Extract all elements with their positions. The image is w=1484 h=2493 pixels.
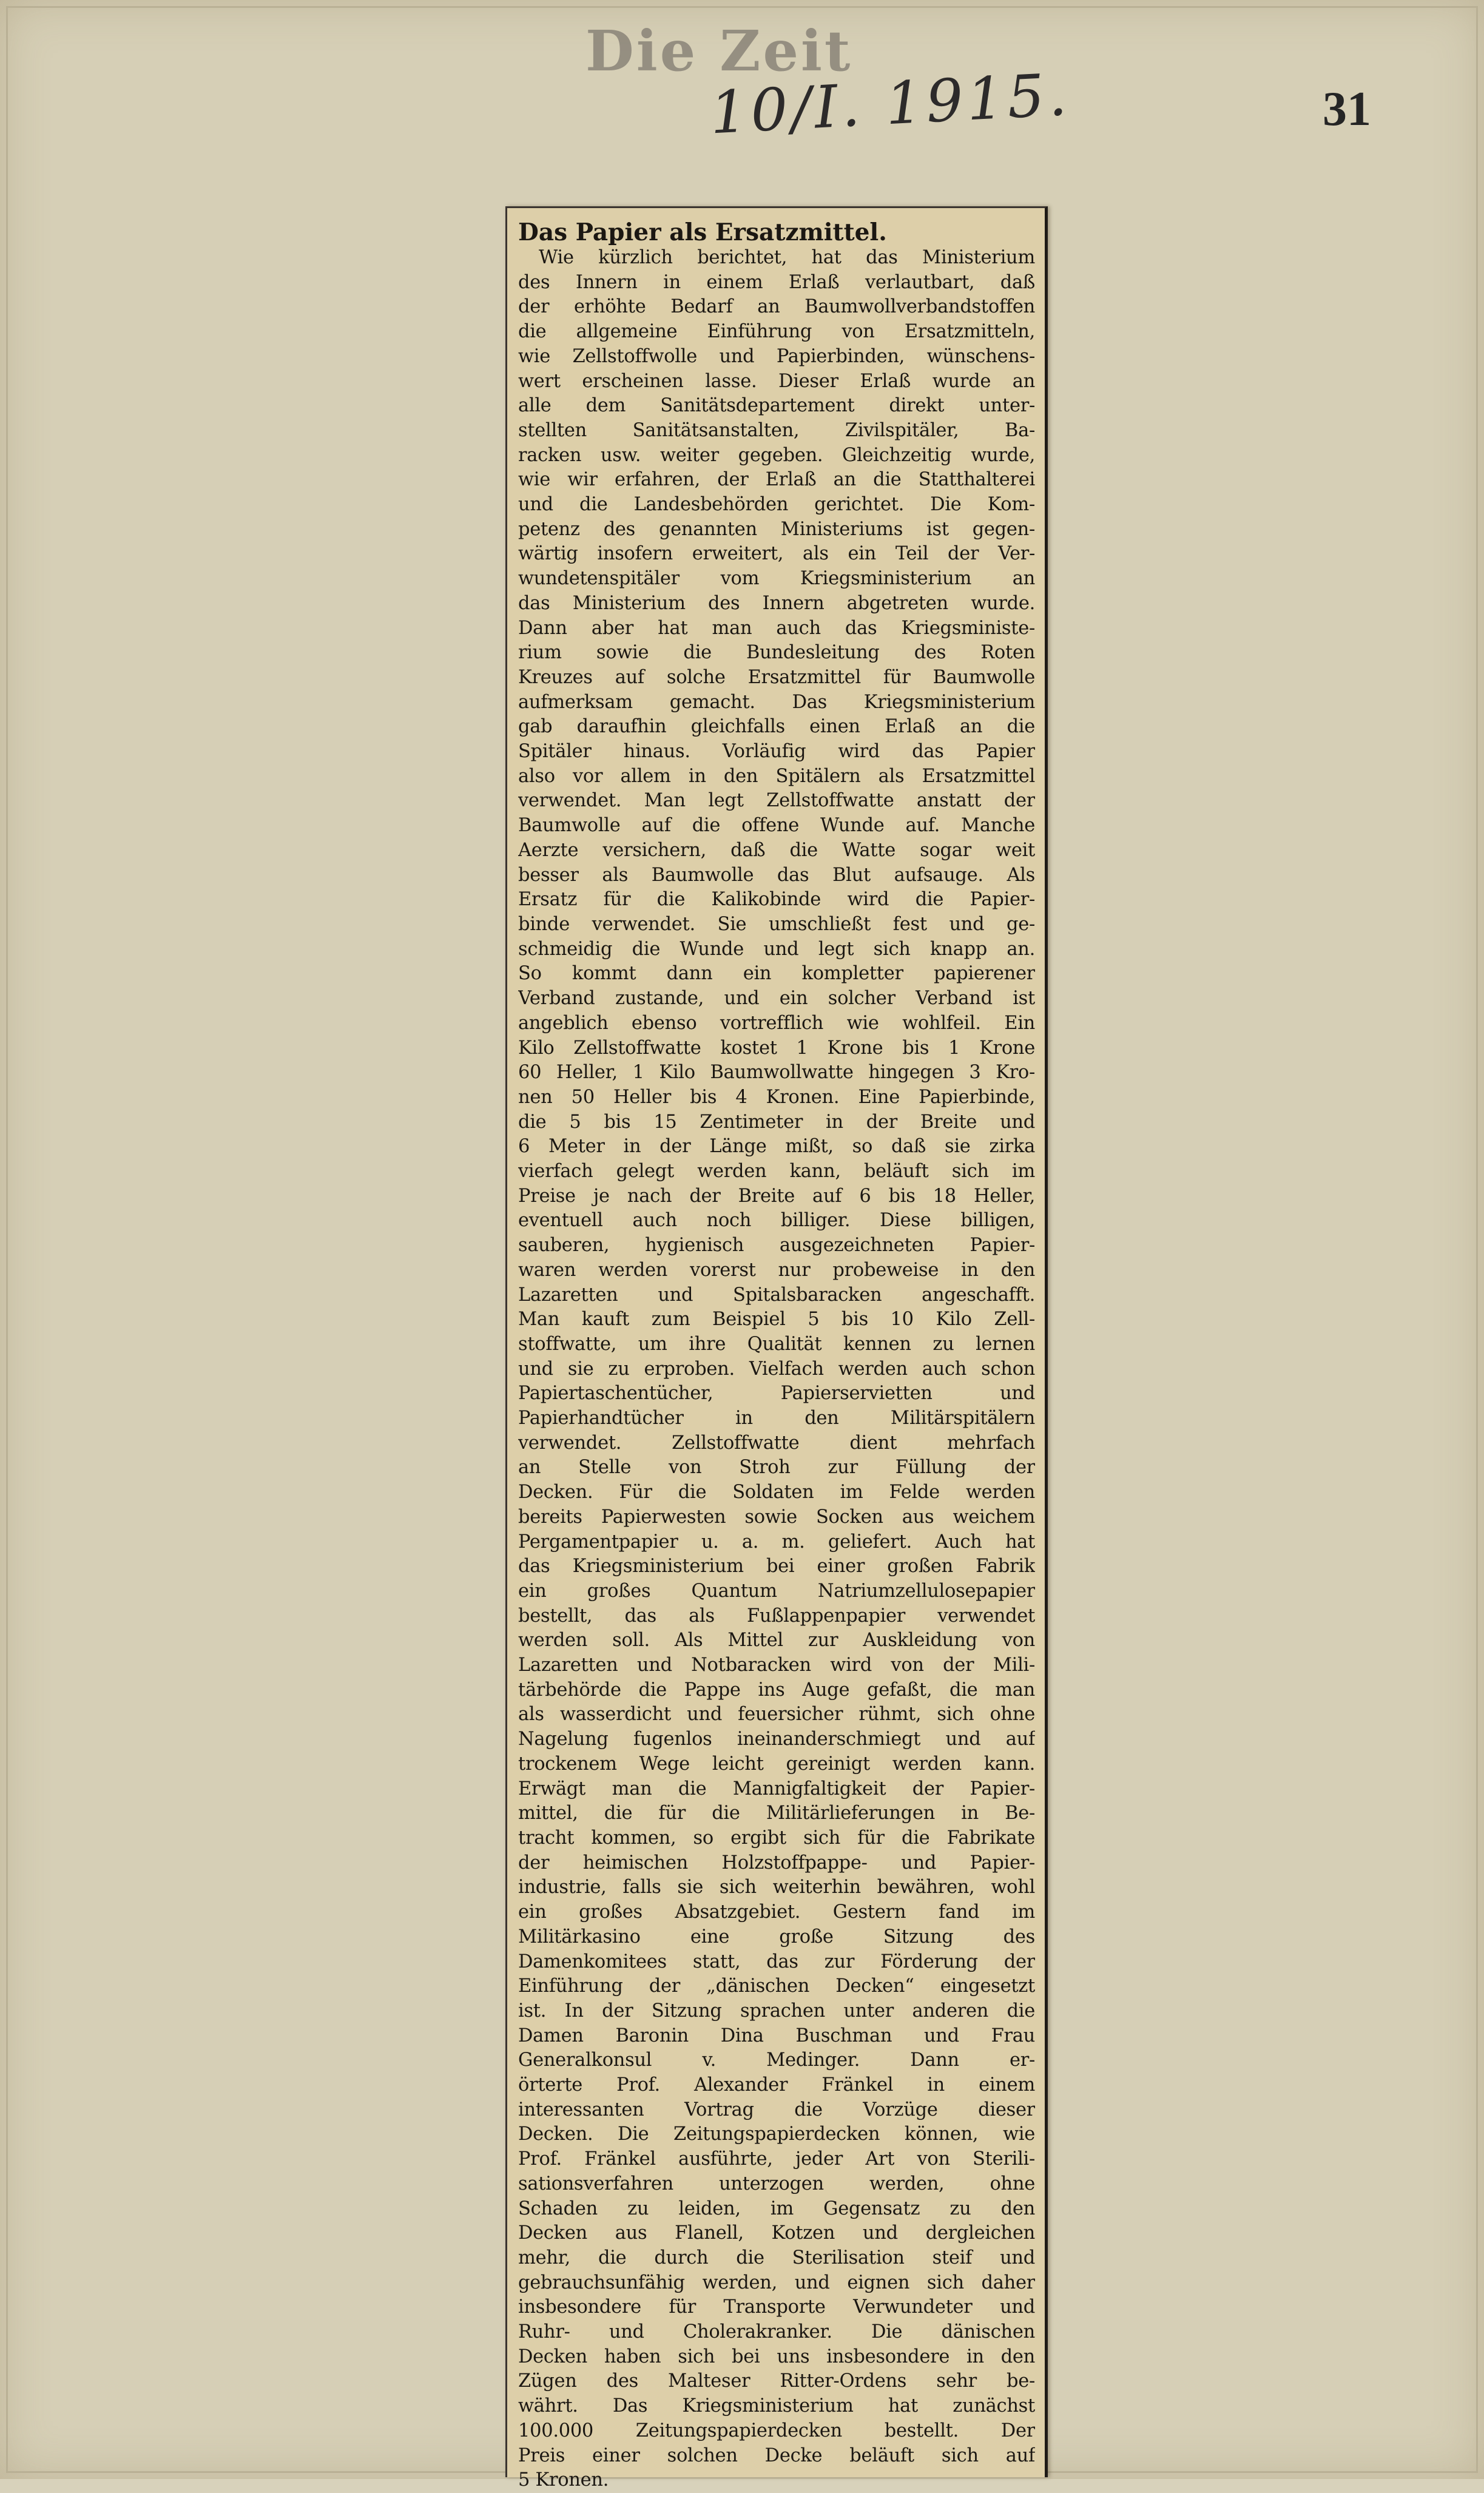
article-line: Decken. Für die Soldaten im Felde werden bbox=[518, 1482, 1035, 1503]
handwritten-date: 10/I. 1915. bbox=[708, 60, 1072, 147]
article-line: das Ministerium des Innern abgetreten wurde. bbox=[518, 592, 1035, 614]
article-line: alle dem Sanitätsdepartement direkt unter- bbox=[518, 395, 1035, 417]
article-line: gebrauchsunfähig werden, und eignen sich daher bbox=[518, 2272, 1035, 2293]
article-line: ein großes Absatzgebiet. Gestern fand im bbox=[518, 1901, 1035, 1923]
article-line: die allgemeine Einführung von Ersatzmitteln, bbox=[518, 321, 1035, 343]
article-title: Das Papier als Ersatzmittel. bbox=[518, 218, 887, 246]
article-line: wundetenspitäler vom Kriegsministerium an bbox=[518, 568, 1035, 590]
article-line: Damen Baronin Dina Buschman und Frau bbox=[518, 2025, 1035, 2046]
article-line: tärbehörde die Pappe ins Auge gefaßt, die man bbox=[518, 1679, 1035, 1701]
article-line: Decken haben sich bei uns insbesondere in den bbox=[518, 2346, 1035, 2367]
article-line: Prof. Fränkel ausführte, jeder Art von Sterili- bbox=[518, 2148, 1035, 2170]
article-line: rium sowie die Bundesleitung des Roten bbox=[518, 642, 1035, 664]
article-line: Decken. Die Zeitungspapierdecken können, wie bbox=[518, 2124, 1035, 2145]
article-line: So kommt dann ein kompletter papierener bbox=[518, 963, 1035, 985]
article-body bbox=[518, 219, 1035, 2493]
article-line: industrie, falls sie sich weiterhin bewähren, wohl bbox=[518, 1877, 1035, 1898]
article-line: Dann aber hat man auch das Kriegsministe- bbox=[518, 617, 1035, 639]
article-line: Zügen des Malteser Ritter-Ordens sehr be- bbox=[518, 2370, 1035, 2392]
article-line: ein großes Quantum Natriumzellulosepapier bbox=[518, 1580, 1035, 1602]
article-line: Schaden zu leiden, im Gegensatz zu den bbox=[518, 2198, 1035, 2219]
article-line: werden soll. Als Mittel zur Auskleidung von bbox=[518, 1630, 1035, 1651]
article-line: Lazaretten und Notbaracken wird von der Mili- bbox=[518, 1655, 1035, 1676]
article-line: Aerzte versichern, daß die Watte sogar weit bbox=[518, 839, 1035, 861]
article-line: binde verwendet. Sie umschließt fest und ge- bbox=[518, 913, 1035, 935]
article-line: Papiertaschentücher, Papierservietten und bbox=[518, 1383, 1035, 1405]
article-line: angeblich ebenso vortrefflich wie wohlfeil. Ein bbox=[518, 1012, 1035, 1034]
article-line: Ersatz für die Kalikobinde wird die Papier- bbox=[518, 889, 1035, 911]
article-line: sationsverfahren unterzogen werden, ohne bbox=[518, 2173, 1035, 2194]
article-line: gab daraufhin gleichfalls einen Erlaß an die bbox=[518, 716, 1035, 738]
article-line: als wasserdicht und feuersicher rühmt, sich ohne bbox=[518, 1704, 1035, 1726]
article-line: 6 Meter in der Länge mißt, so daß sie zirka bbox=[518, 1136, 1035, 1158]
article-line: 100.000 Zeitungspapierdecken bestellt. Der bbox=[518, 2420, 1035, 2441]
article-line: schmeidig die Wunde und legt sich knapp an. bbox=[518, 938, 1035, 960]
article-line: an Stelle von Stroh zur Füllung der bbox=[518, 1457, 1035, 1479]
article-line: Preise je nach der Breite auf 6 bis 18 Heller, bbox=[518, 1185, 1035, 1207]
article-line: besser als Baumwolle das Blut aufsauge. Als bbox=[518, 864, 1035, 886]
article-line: aufmerksam gemacht. Das Kriegsministerium bbox=[518, 691, 1035, 713]
article-line: Wie kürzlich berichtet, hat das Ministerium bbox=[539, 247, 1035, 268]
article-line: Kreuzes auf solche Ersatzmittel für Baumwolle bbox=[518, 666, 1035, 688]
article-line: Verband zustande, und ein solcher Verband ist bbox=[518, 988, 1035, 1010]
article-line: das Kriegsministerium bei einer großen Fabrik bbox=[518, 1556, 1035, 1577]
article-line: wie Zellstoffwolle und Papierbinden, wünschens- bbox=[518, 345, 1035, 367]
article-line: Pergamentpapier u. a. m. geliefert. Auch hat bbox=[518, 1531, 1035, 1553]
article-line: petenz des genannten Ministeriums ist gegen- bbox=[518, 518, 1035, 540]
article-line: örterte Prof. Alexander Fränkel in einem bbox=[518, 2074, 1035, 2096]
article-line: Baumwolle auf die offene Wunde auf. Manche bbox=[518, 815, 1035, 837]
article-line: tracht kommen, so ergibt sich für die Fabrikate bbox=[518, 1827, 1035, 1849]
newspaper-clipping bbox=[505, 206, 1048, 2491]
article-line: Einführung der „dänischen Decken“ eingesetzt bbox=[518, 1975, 1035, 1997]
article-line: Erwägt man die Mannigfaltigkeit der Papier- bbox=[518, 1778, 1035, 1800]
article-line: und sie zu erproben. Vielfach werden auch schon bbox=[518, 1358, 1035, 1380]
article-line: Man kauft zum Beispiel 5 bis 10 Kilo Zell- bbox=[518, 1309, 1035, 1331]
article-line: also vor allem in den Spitälern als Ersatzmittel bbox=[518, 765, 1035, 787]
article-line: interessanten Vortrag die Vorzüge dieser bbox=[518, 2099, 1035, 2120]
article-line: Generalkonsul v. Medinger. Dann er- bbox=[518, 2049, 1035, 2071]
article-line: Lazaretten und Spitalsbaracken angeschafft. bbox=[518, 1284, 1035, 1306]
article-line: der heimischen Holzstoffpappe- und Papier- bbox=[518, 1852, 1035, 1874]
article-line: wärtig insofern erweitert, als ein Teil der Ver- bbox=[518, 543, 1035, 565]
article-line: sauberen, hygienisch ausgezeichneten Papier- bbox=[518, 1235, 1035, 1257]
article-line: stellten Sanitätsanstalten, Zivilspitäler, Ba- bbox=[518, 419, 1035, 441]
article-line: wie wir erfahren, der Erlaß an die Statthalterei bbox=[518, 469, 1035, 491]
article-line: waren werden vorerst nur probeweise in den bbox=[518, 1259, 1035, 1281]
article-line: mittel, die für die Militärlieferungen in Be- bbox=[518, 1803, 1035, 1824]
article-line: Militärkasino eine große Sitzung des bbox=[518, 1926, 1035, 1948]
article-line: verwendet. Man legt Zellstoffwatte anstatt der bbox=[518, 790, 1035, 812]
article-line: mehr, die durch die Sterilisation steif und bbox=[518, 2247, 1035, 2269]
article-line: bestellt, das als Fußlappenpapier verwendet bbox=[518, 1605, 1035, 1627]
article-line: der erhöhte Bedarf an Baumwollverbandstoffen bbox=[518, 296, 1035, 318]
newspaper-stamp: Die Zeit bbox=[585, 18, 853, 84]
article-line: nen 50 Heller bis 4 Kronen. Eine Papierbinde, bbox=[518, 1086, 1035, 1108]
article-line: ist. In der Sitzung sprachen unter anderen die bbox=[518, 2000, 1035, 2022]
article-line: racken usw. weiter gegeben. Gleichzeitig wurde, bbox=[518, 444, 1035, 466]
article-line: wert erscheinen lasse. Dieser Erlaß wurde an bbox=[518, 370, 1035, 392]
article-line: 60 Heller, 1 Kilo Baumwollwatte hingegen 3 Kro- bbox=[518, 1062, 1035, 1084]
article-line: Nagelung fugenlos ineinanderschmiegt und auf bbox=[518, 1729, 1035, 1750]
article-line: die 5 bis 15 Zentimeter in der Breite und bbox=[518, 1111, 1035, 1133]
article-line: vierfach gelegt werden kann, beläuft sich im bbox=[518, 1161, 1035, 1182]
article-line: Kilo Zellstoffwatte kostet 1 Krone bis 1 Krone bbox=[518, 1037, 1035, 1059]
article-line: Spitäler hinaus. Vorläufig wird das Papier bbox=[518, 741, 1035, 763]
article-line: und die Landesbehörden gerichtet. Die Kom- bbox=[518, 494, 1035, 516]
article-line: stoffwatte, um ihre Qualität kennen zu lernen bbox=[518, 1333, 1035, 1355]
article-line: währt. Das Kriegsministerium hat zunächst bbox=[518, 2395, 1035, 2417]
article-line: Decken aus Flanell, Kotzen und dergleichen bbox=[518, 2222, 1035, 2244]
article-line: Papierhandtücher in den Militärspitälern bbox=[518, 1408, 1035, 1429]
page-number: 31 bbox=[1323, 83, 1371, 136]
article-line: Preis einer solchen Decke beläuft sich auf bbox=[518, 2444, 1035, 2466]
article-line: eventuell auch noch billiger. Diese billigen, bbox=[518, 1210, 1035, 1232]
article-line: 5 Kronen. bbox=[518, 2469, 609, 2491]
article-line: Damenkomitees statt, das zur Förderung der bbox=[518, 1951, 1035, 1972]
article-line: insbesondere für Transporte Verwundeter und bbox=[518, 2296, 1035, 2318]
article-line: verwendet. Zellstoffwatte dient mehrfach bbox=[518, 1432, 1035, 1454]
article-line: bereits Papierwesten sowie Socken aus weichem bbox=[518, 1506, 1035, 1528]
article-line: trockenem Wege leicht gereinigt werden kann. bbox=[518, 1753, 1035, 1775]
article-line: des Innern in einem Erlaß verlautbart, daß bbox=[518, 271, 1035, 293]
article-line: Ruhr- und Cholerakranker. Die dänischen bbox=[518, 2321, 1035, 2343]
